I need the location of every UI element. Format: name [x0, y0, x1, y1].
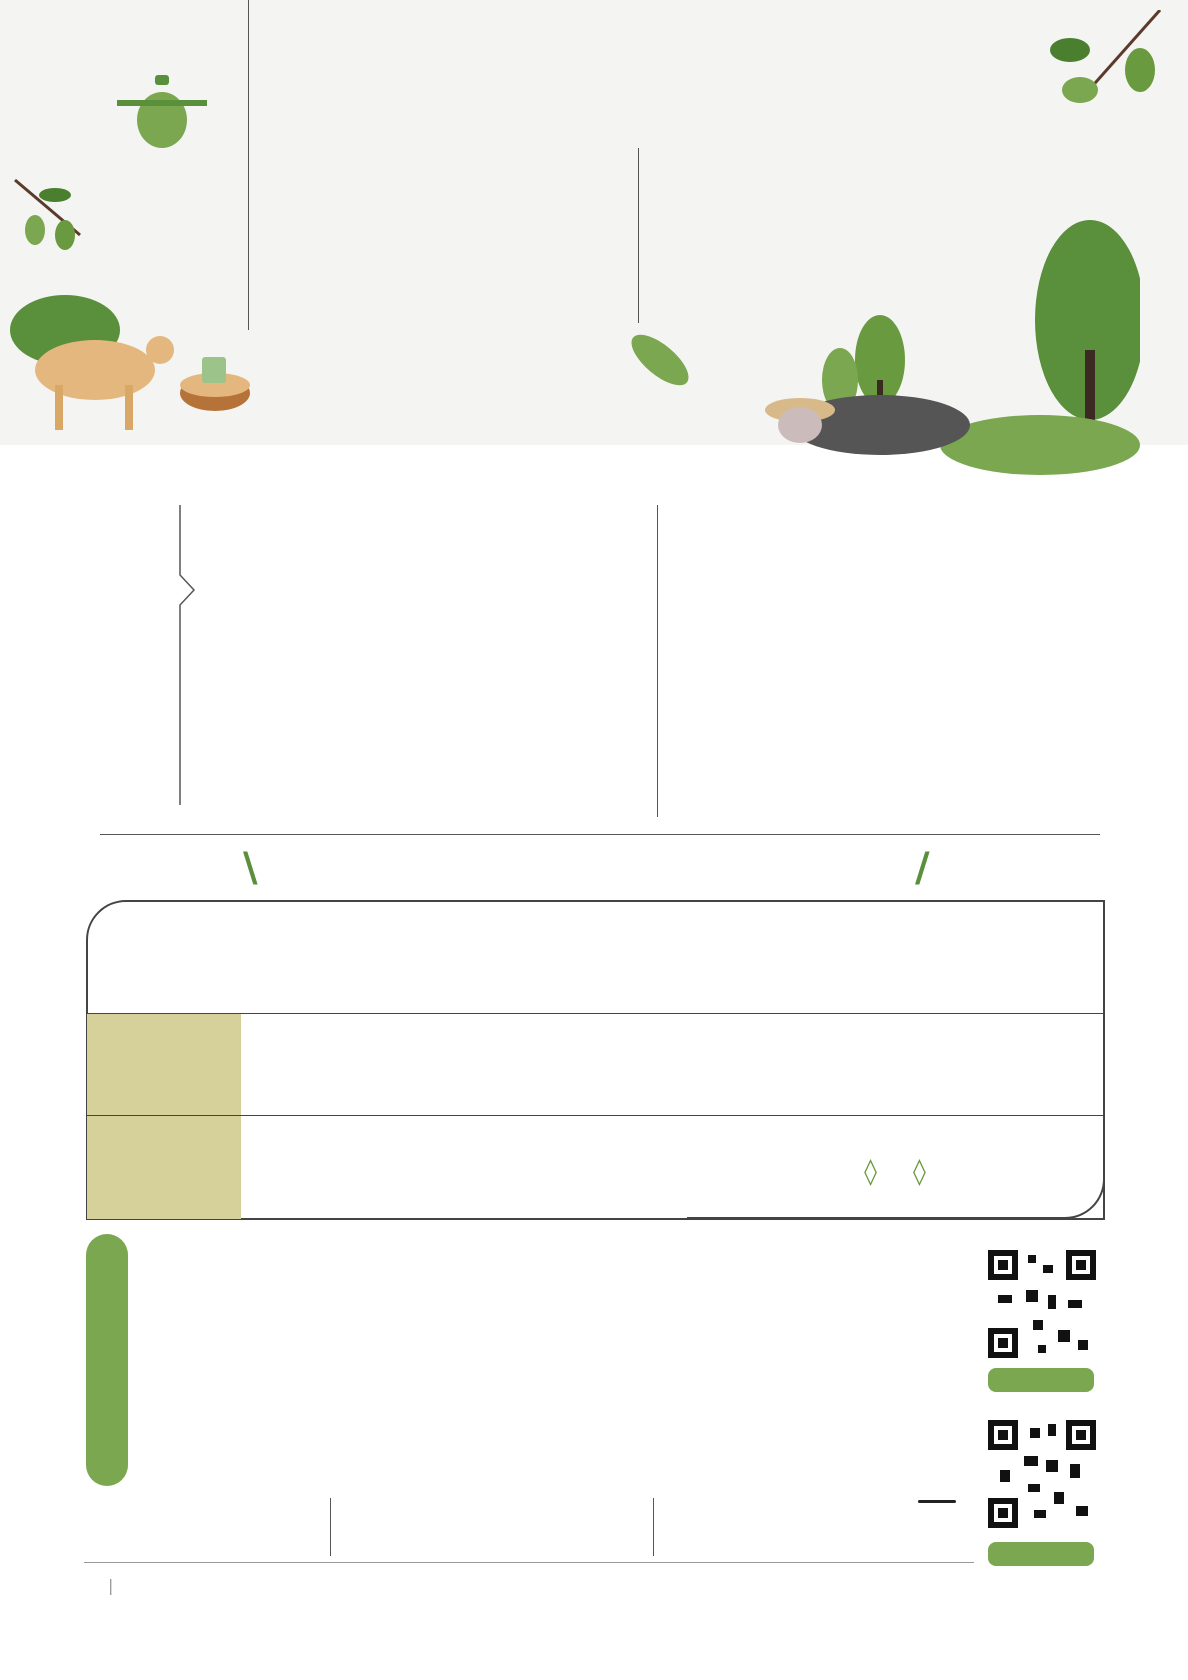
tea-row-label — [87, 1116, 241, 1219]
table-corner — [86, 900, 241, 1013]
divider — [100, 834, 1100, 835]
product1-title — [226, 505, 234, 546]
diamond-icon: ◊ — [864, 1157, 877, 1187]
qr-code-shop-icon[interactable] — [988, 1250, 1096, 1358]
olive-branch-icon — [10, 175, 90, 255]
slash-decoration: \ — [243, 845, 258, 891]
olive-logo-icon — [112, 70, 212, 150]
bracket-divider — [172, 505, 202, 805]
shop-order-label[interactable] — [988, 1368, 1094, 1392]
divider — [653, 1498, 654, 1556]
qr-code-line-icon[interactable] — [988, 1420, 1096, 1528]
slogan-box — [687, 1127, 1105, 1219]
official-line-label[interactable] — [988, 1542, 1094, 1566]
divider — [330, 1498, 331, 1556]
features-side-label — [86, 1234, 128, 1486]
supporters: | — [108, 1576, 114, 1595]
open-all-year-badge — [918, 1500, 956, 1503]
diamond-icon: ◊ — [913, 1157, 926, 1187]
olive-branch-icon — [1050, 10, 1170, 120]
tea-cup-icon — [178, 345, 253, 415]
slash-decoration: / — [915, 845, 930, 891]
deer-illustration-icon — [5, 290, 205, 440]
divider — [657, 505, 658, 817]
powder-row-label — [87, 1013, 241, 1115]
page-title — [283, 72, 301, 123]
divider — [86, 1115, 1105, 1116]
product2-title — [686, 505, 694, 546]
divider — [248, 0, 249, 330]
divider — [86, 1013, 1105, 1014]
divider — [84, 1562, 974, 1563]
pangolin-forest-illustration-icon — [620, 200, 1140, 485]
